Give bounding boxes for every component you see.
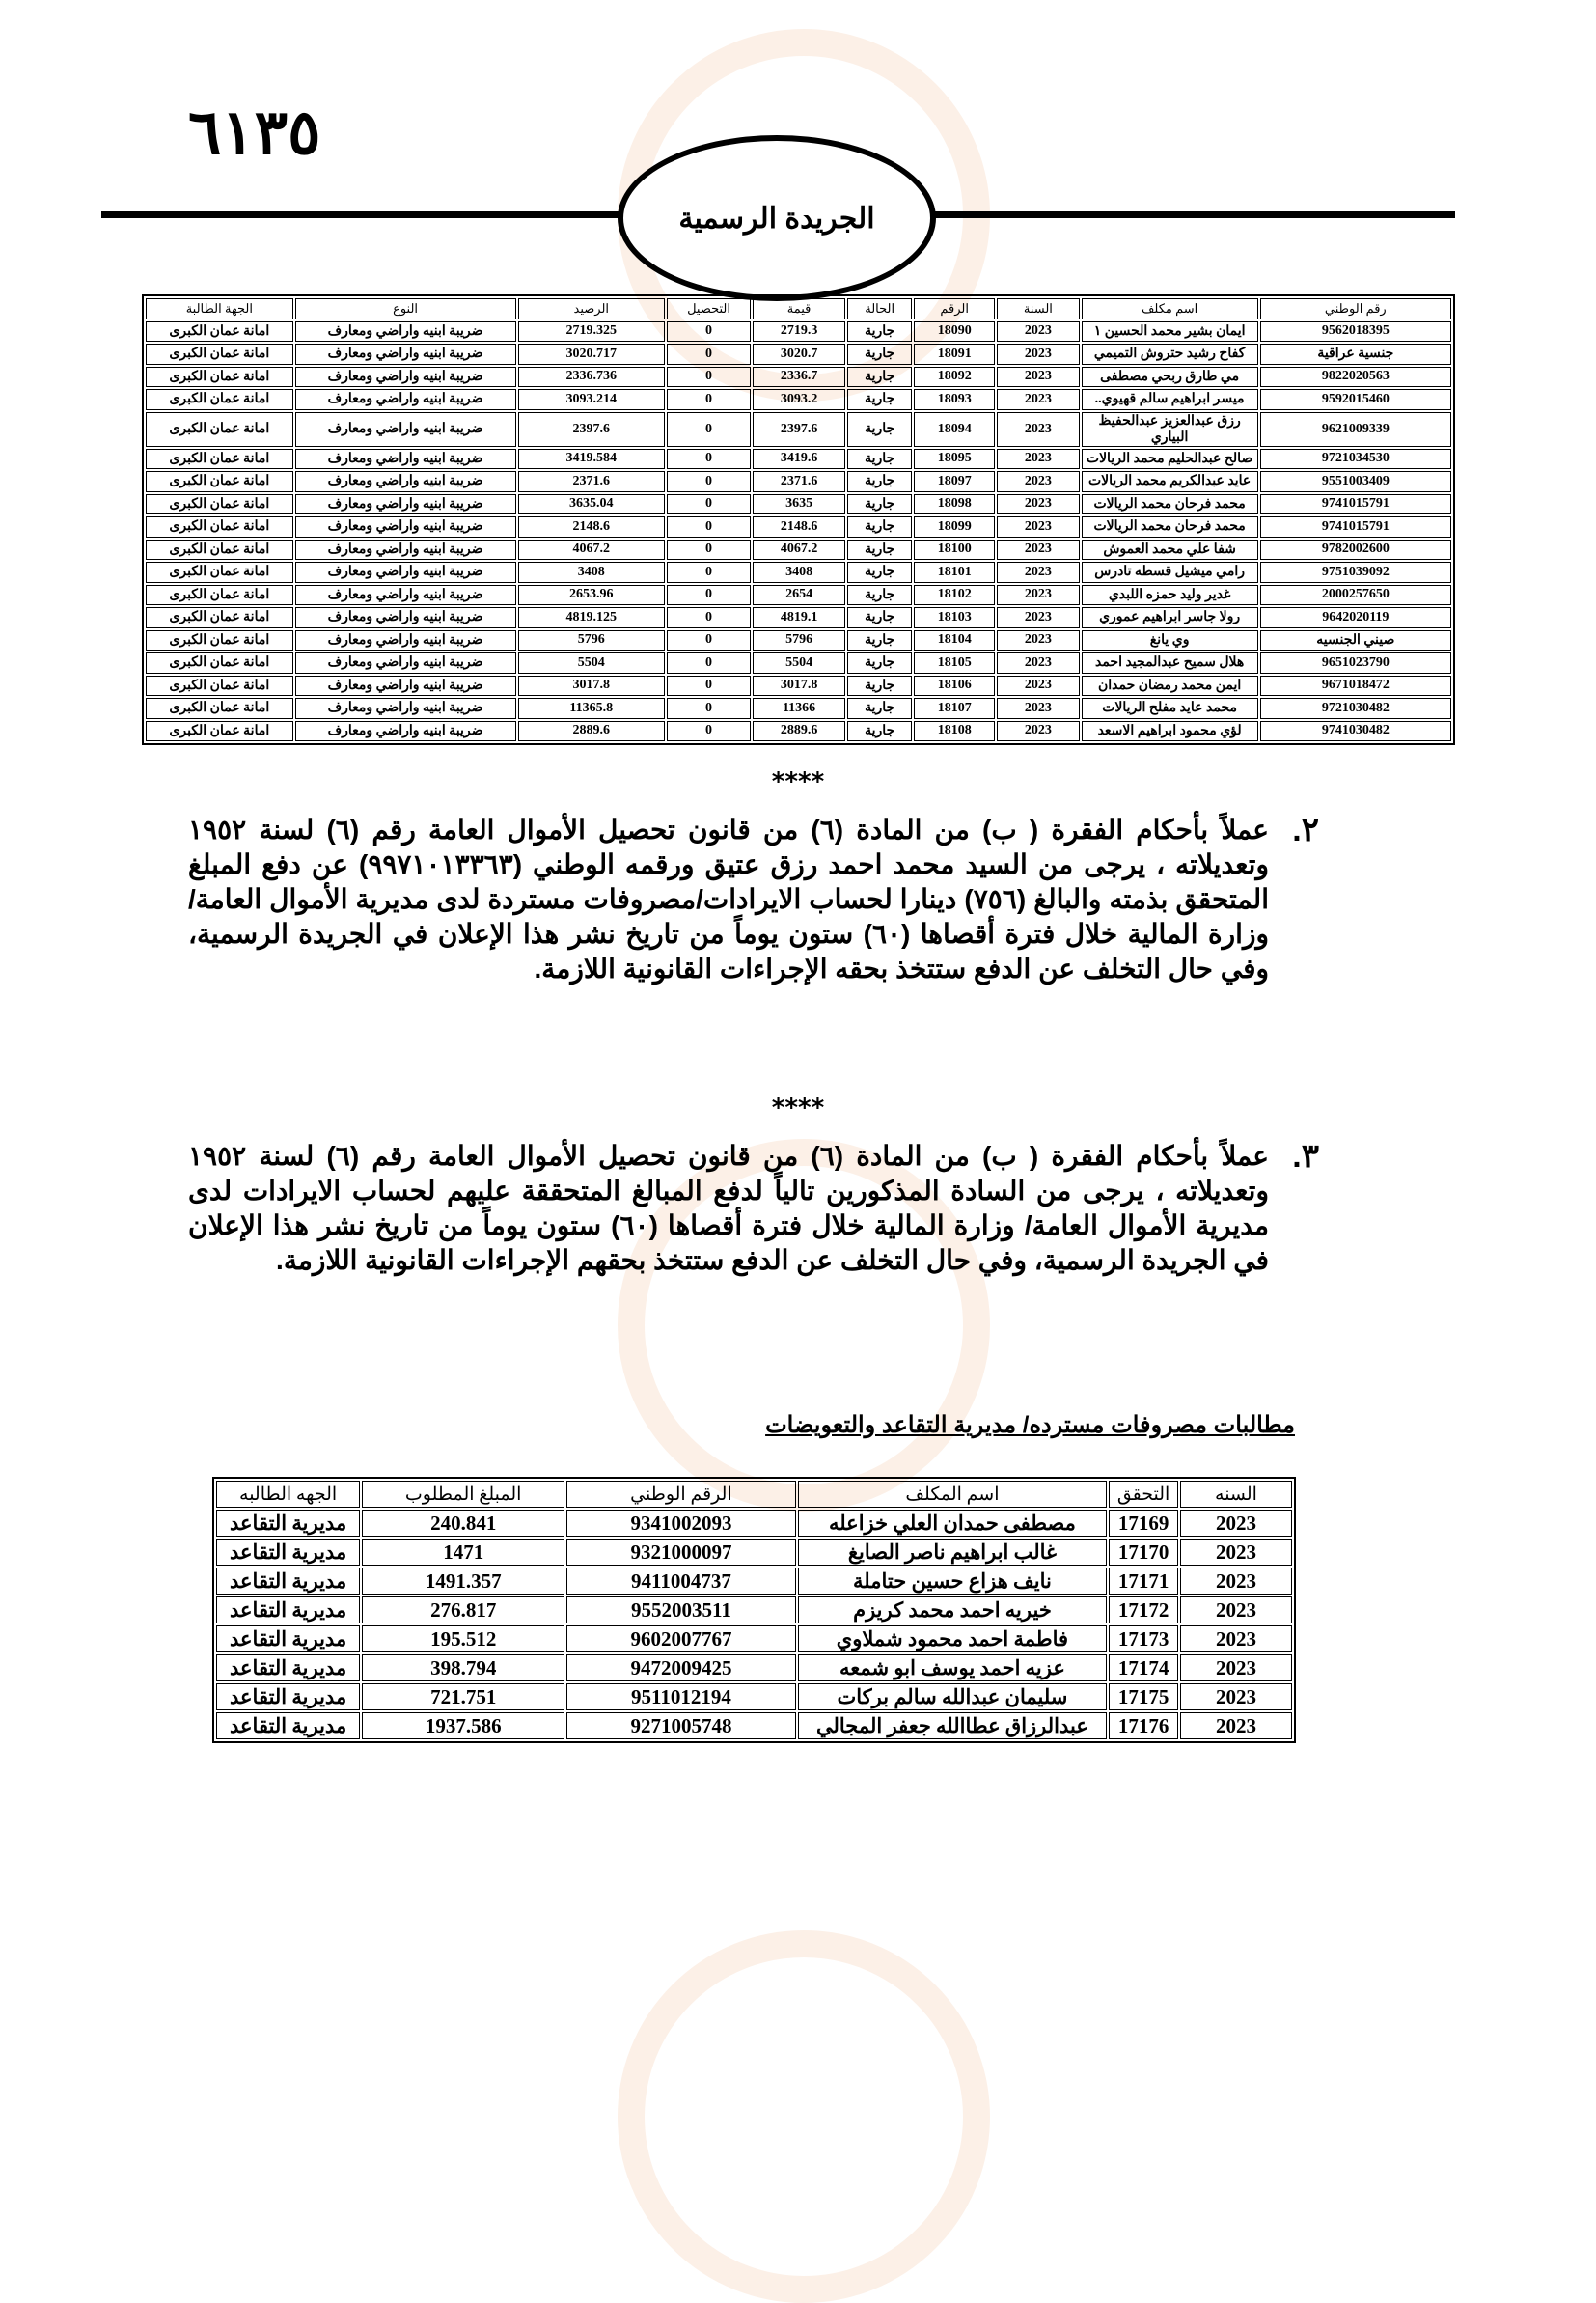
table-cell: 2023 — [1180, 1510, 1292, 1537]
table-row — [146, 676, 1451, 697]
table-cell: 4067.2 — [518, 540, 666, 561]
table-cell: 9741015791 — [1260, 516, 1451, 538]
column-header: اسم مكلف — [1082, 298, 1258, 319]
table-cell: ضريبة ابنيه واراضي ومعارف — [295, 652, 516, 674]
table-cell: امانة عمان الكبرى — [146, 607, 293, 628]
table-cell: 18107 — [914, 698, 995, 719]
table-cell: امانة عمان الكبرى — [146, 344, 293, 365]
table-cell: 18099 — [914, 516, 995, 538]
column-header: قيمة — [753, 298, 845, 319]
table-cell: 9552003511 — [566, 1596, 796, 1623]
table-cell: 0 — [667, 344, 751, 365]
table-cell: 2023 — [997, 344, 1079, 365]
table-cell: 2023 — [997, 676, 1079, 697]
table-cell: غالب ابراهيم ناصر الصايغ — [798, 1539, 1107, 1566]
table-cell: 9822020563 — [1260, 367, 1451, 388]
table-row — [146, 412, 1451, 447]
column-header: الرصيد — [518, 298, 666, 319]
table-cell: 0 — [667, 321, 751, 343]
column-header: اسم المكلف — [798, 1481, 1107, 1508]
table-cell: 4819.125 — [518, 607, 666, 628]
table-cell: جارية — [847, 516, 912, 538]
table-cell: 2148.6 — [518, 516, 666, 538]
table-cell: 2719.3 — [753, 321, 845, 343]
table-row — [216, 1539, 1292, 1566]
table-cell: 398.794 — [362, 1654, 564, 1681]
table-row — [146, 367, 1451, 388]
table-cell: 276.817 — [362, 1596, 564, 1623]
table-cell: 9592015460 — [1260, 389, 1451, 410]
table-cell: 3017.8 — [753, 676, 845, 697]
table-row — [216, 1712, 1292, 1739]
table-cell: 2023 — [997, 321, 1079, 343]
table-cell: 9411004737 — [566, 1568, 796, 1595]
table-cell: 195.512 — [362, 1625, 564, 1652]
table-cell: خيريه احمد محمد كريزم — [798, 1596, 1107, 1623]
table-header-row — [146, 298, 1451, 319]
table-row — [146, 562, 1451, 583]
table-cell: 9551003409 — [1260, 471, 1451, 492]
table-cell: مديرية التقاعد — [216, 1596, 360, 1623]
table-cell: مديرية التقاعد — [216, 1712, 360, 1739]
notice-3 — [188, 1138, 1319, 1278]
table-cell: 18097 — [914, 471, 995, 492]
table-cell: 2371.6 — [518, 471, 666, 492]
table-cell: جارية — [847, 449, 912, 470]
table-cell: 2719.325 — [518, 321, 666, 343]
table-cell: 2023 — [1180, 1625, 1292, 1652]
table-cell: امانة عمان الكبرى — [146, 516, 293, 538]
table-row — [216, 1625, 1292, 1652]
column-header: الرقم الوطني — [566, 1481, 796, 1508]
table-cell: ضريبة ابنيه واراضي ومعارف — [295, 367, 516, 388]
table-cell: امانة عمان الكبرى — [146, 367, 293, 388]
separator: **** — [771, 767, 825, 796]
table-row — [146, 721, 1451, 742]
table-cell: امانة عمان الكبرى — [146, 698, 293, 719]
notice-2 — [188, 812, 1319, 986]
table-cell: امانة عمان الكبرى — [146, 676, 293, 697]
table-cell: وي يانغ — [1082, 630, 1258, 652]
table-cell: 0 — [667, 389, 751, 410]
table-cell: 9751039092 — [1260, 562, 1451, 583]
table-cell: امانة عمان الكبرى — [146, 494, 293, 515]
table-cell: 0 — [667, 698, 751, 719]
column-header: النوع — [295, 298, 516, 319]
table-cell: 2889.6 — [753, 721, 845, 742]
table-cell: 0 — [667, 471, 751, 492]
table-row — [146, 449, 1451, 470]
table-cell: 2654 — [753, 585, 845, 606]
table-cell: جارية — [847, 321, 912, 343]
table-cell: 9721034530 — [1260, 449, 1451, 470]
table-cell: 2023 — [997, 412, 1079, 447]
table-cell: 5796 — [753, 630, 845, 652]
table-cell: مي طارق ربحي مصطفى — [1082, 367, 1258, 388]
table-cell: عايد عبدالكريم محمد الريالات — [1082, 471, 1258, 492]
table-cell: 17176 — [1109, 1712, 1178, 1739]
table-row — [146, 652, 1451, 674]
table-cell: 0 — [667, 652, 751, 674]
table-cell: 5504 — [753, 652, 845, 674]
table-row — [146, 344, 1451, 365]
table-row — [216, 1654, 1292, 1681]
table-row — [146, 698, 1451, 719]
table-cell: 0 — [667, 449, 751, 470]
table-cell: مديرية التقاعد — [216, 1510, 360, 1537]
table-cell: رامي ميشيل قسطه تادرس — [1082, 562, 1258, 583]
table-cell: جارية — [847, 607, 912, 628]
table-cell: 18090 — [914, 321, 995, 343]
column-header: السنه — [1180, 1481, 1292, 1508]
table-cell: 2023 — [997, 630, 1079, 652]
table-cell: 2023 — [997, 449, 1079, 470]
table-cell: 18098 — [914, 494, 995, 515]
table-cell: 1491.357 — [362, 1568, 564, 1595]
table-cell: نايف هزاع حسين حتاملة — [798, 1568, 1107, 1595]
table-cell: 9562018395 — [1260, 321, 1451, 343]
table-cell: 11365.8 — [518, 698, 666, 719]
table-cell: كفاح رشيد حتروش التميمي — [1082, 344, 1258, 365]
table-cell: 0 — [667, 630, 751, 652]
table-cell: ضريبة ابنيه واراضي ومعارف — [295, 412, 516, 447]
table-cell: 2336.736 — [518, 367, 666, 388]
table-cell: جارية — [847, 412, 912, 447]
table-cell: ضريبة ابنيه واراضي ومعارف — [295, 540, 516, 561]
table-cell: 11366 — [753, 698, 845, 719]
table-cell: 3408 — [518, 562, 666, 583]
table-cell: امانة عمان الكبرى — [146, 412, 293, 447]
table-cell: 2023 — [997, 367, 1079, 388]
column-header: الحالة — [847, 298, 912, 319]
table-cell: امانة عمان الكبرى — [146, 562, 293, 583]
table-cell: 17173 — [1109, 1625, 1178, 1652]
table-cell: جارية — [847, 494, 912, 515]
column-header: التحصيل — [667, 298, 751, 319]
page-number: ٦١٣٥ — [188, 97, 321, 169]
table-cell: ضريبة ابنيه واراضي ومعارف — [295, 471, 516, 492]
table-cell: 3419.584 — [518, 449, 666, 470]
table-cell: 0 — [667, 562, 751, 583]
table-cell: 18102 — [914, 585, 995, 606]
table-cell: 17172 — [1109, 1596, 1178, 1623]
table-cell: محمد فرحان محمد الريالات — [1082, 516, 1258, 538]
table-cell: 18094 — [914, 412, 995, 447]
table-cell: 18092 — [914, 367, 995, 388]
table-cell: عزيه احمد يوسف ابو شمعه — [798, 1654, 1107, 1681]
table-cell: جارية — [847, 562, 912, 583]
table-cell: صيني الجنسيه — [1260, 630, 1451, 652]
table-cell: 2023 — [997, 540, 1079, 561]
table-cell: سليمان عبدالله سالم بركات — [798, 1683, 1107, 1710]
table-cell: 2023 — [997, 516, 1079, 538]
table-cell: 2023 — [1180, 1596, 1292, 1623]
table-cell: 9642020119 — [1260, 607, 1451, 628]
table-cell: 2023 — [1180, 1712, 1292, 1739]
table-cell: جارية — [847, 585, 912, 606]
table-cell: 2336.7 — [753, 367, 845, 388]
table-cell: 2397.6 — [753, 412, 845, 447]
table-cell: 2023 — [1180, 1683, 1292, 1710]
table-cell: 18103 — [914, 607, 995, 628]
table-cell: مديرية التقاعد — [216, 1539, 360, 1566]
table-row — [146, 540, 1451, 561]
column-header: المبلغ المطلوب — [362, 1481, 564, 1508]
table-cell: 5796 — [518, 630, 666, 652]
table-cell: جارية — [847, 367, 912, 388]
column-header: الرقم — [914, 298, 995, 319]
table-cell: 721.751 — [362, 1683, 564, 1710]
table-cell: 9341002093 — [566, 1510, 796, 1537]
table-cell: 0 — [667, 676, 751, 697]
table-cell: جارية — [847, 540, 912, 561]
table-cell: 3635 — [753, 494, 845, 515]
table-cell: 0 — [667, 607, 751, 628]
table-cell: ضريبة ابنيه واراضي ومعارف — [295, 321, 516, 343]
table-cell: 1471 — [362, 1539, 564, 1566]
table-cell: 9321000097 — [566, 1539, 796, 1566]
table-cell: ميسر ابراهيم سالم قهيوي.. — [1082, 389, 1258, 410]
table-cell: 2397.6 — [518, 412, 666, 447]
table-cell: 2023 — [997, 652, 1079, 674]
table-cell: امانة عمان الكبرى — [146, 449, 293, 470]
table-cell: رولا جاسر ابراهيم عموري — [1082, 607, 1258, 628]
table-cell: امانة عمان الكبرى — [146, 721, 293, 742]
table-cell: امانة عمان الكبرى — [146, 471, 293, 492]
table-cell: جارية — [847, 652, 912, 674]
table-cell: ضريبة ابنيه واراضي ومعارف — [295, 698, 516, 719]
table-cell: ضريبة ابنيه واراضي ومعارف — [295, 562, 516, 583]
table-cell: 2889.6 — [518, 721, 666, 742]
column-header: الجهه الطالبه — [216, 1481, 360, 1508]
table-cell: 2023 — [1180, 1539, 1292, 1566]
table-cell: 0 — [667, 516, 751, 538]
table-cell: 2023 — [997, 607, 1079, 628]
table-row — [146, 630, 1451, 652]
table-cell: 3017.8 — [518, 676, 666, 697]
retirement-claims-table — [212, 1477, 1296, 1743]
table-cell: امانة عمان الكبرى — [146, 585, 293, 606]
table-cell: امانة عمان الكبرى — [146, 630, 293, 652]
table-cell: ضريبة ابنيه واراضي ومعارف — [295, 607, 516, 628]
table-cell: 2023 — [997, 471, 1079, 492]
table-cell: 18095 — [914, 449, 995, 470]
table-cell: ضريبة ابنيه واراضي ومعارف — [295, 516, 516, 538]
table-cell: 3093.2 — [753, 389, 845, 410]
table-row — [216, 1596, 1292, 1623]
table-cell: 9721030482 — [1260, 698, 1451, 719]
table-cell: ضريبة ابنيه واراضي ومعارف — [295, 630, 516, 652]
table-cell: جارية — [847, 471, 912, 492]
table-cell: 3419.6 — [753, 449, 845, 470]
table-cell: ضريبة ابنيه واراضي ومعارف — [295, 676, 516, 697]
table-cell: 9741015791 — [1260, 494, 1451, 515]
table-cell: 3635.04 — [518, 494, 666, 515]
table-cell: 18091 — [914, 344, 995, 365]
table-cell: 2148.6 — [753, 516, 845, 538]
table-cell: ضريبة ابنيه واراضي ومعارف — [295, 389, 516, 410]
table-cell: 0 — [667, 367, 751, 388]
table-cell: رزق عبدالعزيز عبدالحفيظ البياري — [1082, 412, 1258, 447]
table-cell: ايمان بشير محمد الحسين ١ — [1082, 321, 1258, 343]
table-cell: 9741030482 — [1260, 721, 1451, 742]
table-row — [146, 321, 1451, 343]
table-cell: فاطمة احمد محمود شملاوي — [798, 1625, 1107, 1652]
column-header: الجهة الطالبة — [146, 298, 293, 319]
table-cell: امانة عمان الكبرى — [146, 389, 293, 410]
table-cell: مديرية التقاعد — [216, 1683, 360, 1710]
table-cell: 17174 — [1109, 1654, 1178, 1681]
table-cell: جارية — [847, 630, 912, 652]
table-cell: مصطفى حمدان العلي خزاعله — [798, 1510, 1107, 1537]
table-cell: 0 — [667, 494, 751, 515]
table-cell: عبدالرزاق عطاالله جعفر المجالي — [798, 1712, 1107, 1739]
table-cell: 4067.2 — [753, 540, 845, 561]
table-cell: 18108 — [914, 721, 995, 742]
table-cell: محمد عايد مفلح الريالات — [1082, 698, 1258, 719]
table-cell: ضريبة ابنيه واراضي ومعارف — [295, 344, 516, 365]
table-cell: 17170 — [1109, 1539, 1178, 1566]
table-cell: 2023 — [1180, 1568, 1292, 1595]
table-cell: 4819.1 — [753, 607, 845, 628]
notice-text: عملاً بأحكام الفقرة ( ب) من المادة (٦) من قانون تحصيل الأموال العامة رقم (٦) لسنة ١٩٥٢ وتعديلاته ، يرجى من السادة المذكورين تالياً لدفع المبالغ المتحققة عليهم لحساب الايرادات لدى مديرية الأموال العامة/ وزارة المالية خلال فترة أقصاها (٦٠) ستون يوماً من تاريخ نشر هذا الإعلان في الجريدة الرسمية، وفي حال التخلف عن الدفع ستتخذ بحقهم الإجراءات القانونية اللازمة. — [188, 1141, 1270, 1275]
retirement-claims-title: مطالبات مصروفات مسترده/ مديرية التقاعد والتعويضات — [765, 1412, 1295, 1438]
table-cell: 3020.7 — [753, 344, 845, 365]
table-cell: ضريبة ابنيه واراضي ومعارف — [295, 721, 516, 742]
table-cell: 9621009339 — [1260, 412, 1451, 447]
table-cell: جارية — [847, 344, 912, 365]
table-cell: 18104 — [914, 630, 995, 652]
table-cell: 17169 — [1109, 1510, 1178, 1537]
table-cell: 3093.214 — [518, 389, 666, 410]
table-cell: 0 — [667, 412, 751, 447]
table-cell: 9782002600 — [1260, 540, 1451, 561]
table-cell: مديرية التقاعد — [216, 1625, 360, 1652]
table-cell: 2023 — [997, 562, 1079, 583]
watermark-clock — [618, 1930, 990, 2303]
table-cell: صالح عبدالحليم محمد الريالات — [1082, 449, 1258, 470]
table-cell: 0 — [667, 585, 751, 606]
table-cell: ضريبة ابنيه واراضي ومعارف — [295, 585, 516, 606]
table-cell: جارية — [847, 389, 912, 410]
table-cell: امانة عمان الكبرى — [146, 321, 293, 343]
table-row — [146, 607, 1451, 628]
gazette-title: الجريدة الرسمية — [678, 202, 875, 235]
header-emblem — [618, 135, 936, 301]
table-cell: امانة عمان الكبرى — [146, 540, 293, 561]
table-cell: غدير وليد حمزه اللبدي — [1082, 585, 1258, 606]
table-cell: 2023 — [997, 585, 1079, 606]
table-cell: 2023 — [997, 698, 1079, 719]
table-cell: مديرية التقاعد — [216, 1654, 360, 1681]
table-cell: هلال سميح عبدالمجيد احمد — [1082, 652, 1258, 674]
table-cell: 18093 — [914, 389, 995, 410]
table-cell: 5504 — [518, 652, 666, 674]
table-header-row — [216, 1481, 1292, 1508]
table-cell: 9271005748 — [566, 1712, 796, 1739]
notice-text: عملاً بأحكام الفقرة ( ب) من المادة (٦) من قانون تحصيل الأموال العامة رقم (٦) لسنة ١٩٥٢ وتعديلاته ، يرجى من السيد محمد احمد رزق عتيق ورقمه الوطني (٩٩٧١٠١٣٣٦٣) عن دفع المبلغ المتحقق بذمته والبالغ (٧٥٦) دينارا لحساب الايرادات/مصروفات مستردة لدى مديرية الأموال العامة/ وزارة المالية خلال فترة أقصاها (٦٠) ستون يوماً من تاريخ نشر هذا الإعلان في الجريدة الرسمية، وفي حال التخلف عن الدفع ستتخذ بحقه الإجراءات القانونية اللازمة. — [188, 815, 1270, 984]
table-row — [146, 389, 1451, 410]
table-cell: 18105 — [914, 652, 995, 674]
table-cell: 0 — [667, 540, 751, 561]
table-row — [146, 471, 1451, 492]
table-cell: جارية — [847, 698, 912, 719]
table-cell: 9472009425 — [566, 1654, 796, 1681]
table-row — [146, 585, 1451, 606]
table-cell: 9651023790 — [1260, 652, 1451, 674]
table-cell: مديرية التقاعد — [216, 1568, 360, 1595]
property-tax-table — [142, 294, 1455, 745]
table-cell: 0 — [667, 721, 751, 742]
table-cell: 2023 — [997, 721, 1079, 742]
column-header: التحقق — [1109, 1481, 1178, 1508]
table-cell: 9602007767 — [566, 1625, 796, 1652]
table-cell: ضريبة ابنيه واراضي ومعارف — [295, 449, 516, 470]
table-cell: 3408 — [753, 562, 845, 583]
table-row — [216, 1683, 1292, 1710]
table-row — [146, 516, 1451, 538]
notice-number: ٣. — [1292, 1138, 1319, 1175]
table-cell: 3020.717 — [518, 344, 666, 365]
table-cell: 1937.586 — [362, 1712, 564, 1739]
table-cell: 17171 — [1109, 1568, 1178, 1595]
table-cell: ايمن محمد رمضان حمدان — [1082, 676, 1258, 697]
notice-number: ٢. — [1292, 812, 1319, 848]
column-header: السنة — [997, 298, 1079, 319]
table-cell: 9671018472 — [1260, 676, 1451, 697]
table-row — [216, 1510, 1292, 1537]
table-cell: 18106 — [914, 676, 995, 697]
table-cell: 2023 — [997, 389, 1079, 410]
table-cell: جارية — [847, 676, 912, 697]
table-cell: 18100 — [914, 540, 995, 561]
table-cell: جنسية عراقية — [1260, 344, 1451, 365]
table-row — [216, 1568, 1292, 1595]
table-cell: امانة عمان الكبرى — [146, 652, 293, 674]
table-cell: محمد فرحان محمد الريالات — [1082, 494, 1258, 515]
table-cell: شفا علي محمد العموش — [1082, 540, 1258, 561]
column-header: رقم الوطني — [1260, 298, 1451, 319]
table-cell: جارية — [847, 721, 912, 742]
table-cell: 2023 — [1180, 1654, 1292, 1681]
table-cell: 2371.6 — [753, 471, 845, 492]
table-cell: 2653.96 — [518, 585, 666, 606]
separator: **** — [771, 1094, 825, 1123]
table-cell: 2023 — [997, 494, 1079, 515]
table-cell: لؤي محمود ابراهيم الاسعد — [1082, 721, 1258, 742]
table-row — [146, 494, 1451, 515]
table-cell: 9511012194 — [566, 1683, 796, 1710]
table-cell: ضريبة ابنيه واراضي ومعارف — [295, 494, 516, 515]
table-cell: 17175 — [1109, 1683, 1178, 1710]
table-cell: 18101 — [914, 562, 995, 583]
table-cell: 240.841 — [362, 1510, 564, 1537]
table-cell: 2000257650 — [1260, 585, 1451, 606]
